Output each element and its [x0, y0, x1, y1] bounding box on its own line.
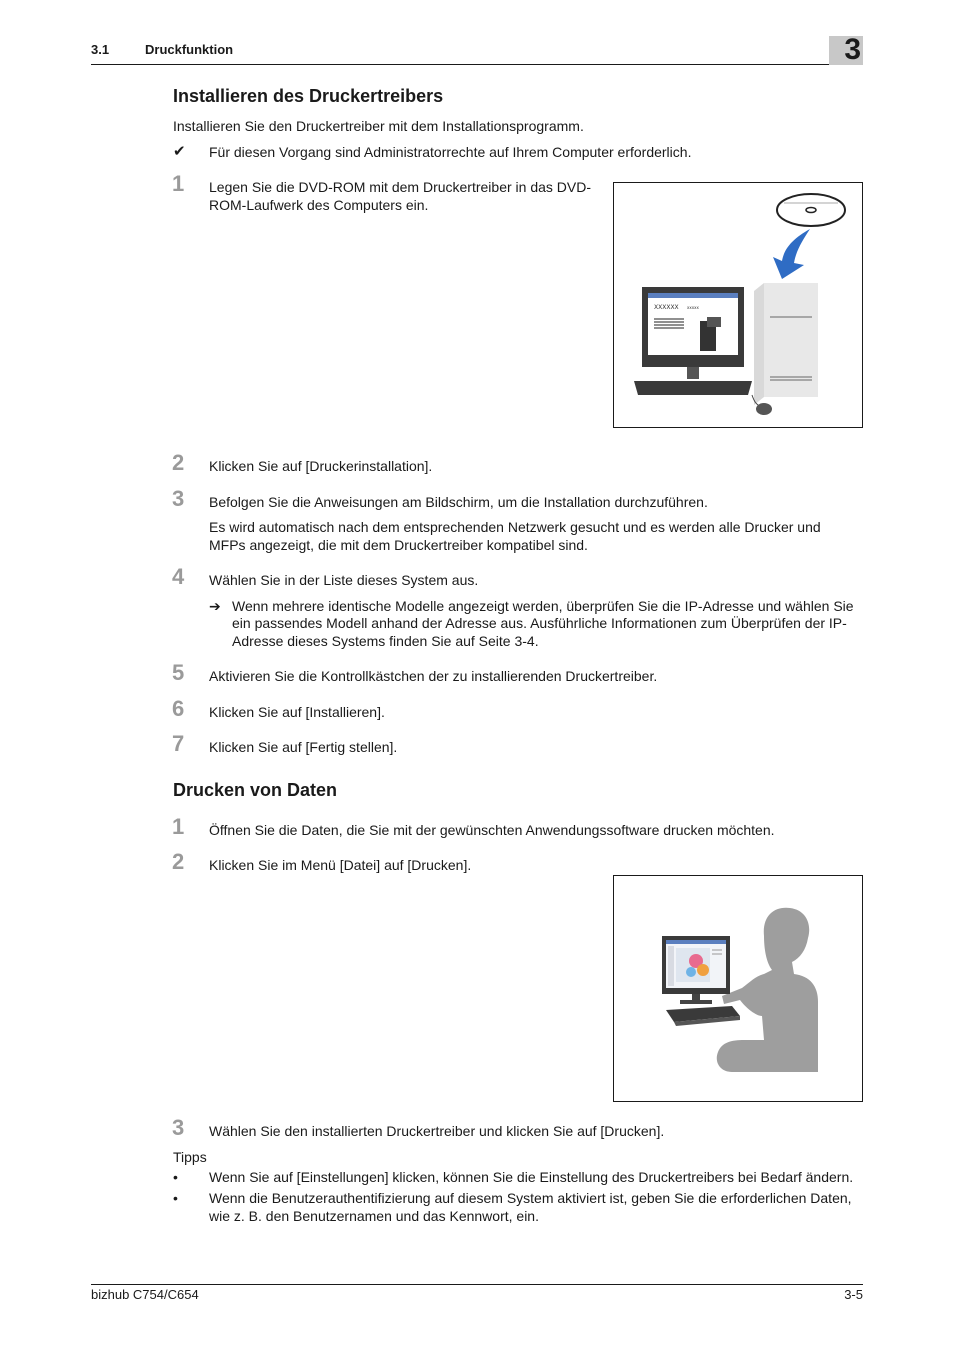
- tip-text: wie z. B. den Benutzernamen und das Kennwort, ein.: [209, 1208, 539, 1224]
- screen-text: xxxxx: [687, 305, 699, 310]
- note-text: Wenn mehrere identische Modelle angezeigt werden, überprüfen Sie die IP-Adresse und wählen Sie: [232, 598, 854, 614]
- heading-print-data: Drucken von Daten: [173, 780, 338, 800]
- step-text: Wählen Sie in der Liste dieses System aus.: [209, 572, 479, 588]
- footer-product: bizhub C754/C654: [91, 1287, 199, 1302]
- bullet-icon: •: [173, 1169, 178, 1185]
- step-number: 2: [172, 849, 185, 874]
- footer-page-number: 3-5: [844, 1287, 863, 1302]
- keyboard-icon: [666, 1006, 740, 1026]
- step-text: Klicken Sie auf [Druckerinstallation].: [209, 458, 433, 474]
- step-number: 4: [172, 564, 185, 589]
- step-number: 1: [172, 171, 185, 196]
- step-number: 3: [172, 486, 185, 511]
- step-text: Wählen Sie den installierten Druckertreiber und klicken Sie auf [Drucken].: [209, 1123, 665, 1139]
- tips-label: Tipps: [173, 1149, 207, 1165]
- header-rule: [91, 64, 863, 65]
- dvd-disc-icon: [777, 194, 845, 226]
- monitor-icon: [634, 287, 752, 395]
- tip-text: Wenn Sie auf [Einstellungen] klicken, können Sie die Einstellung des Druckertreibers bei Bedarf ändern.: [209, 1169, 854, 1185]
- screen-text: XXXXXX: [654, 304, 679, 311]
- user-at-computer-illustration: [614, 876, 862, 1101]
- step-text: Klicken Sie im Menü [Datei] auf [Drucken].: [209, 857, 472, 873]
- step-text: Klicken Sie auf [Installieren].: [209, 704, 385, 720]
- note-text: ein passendes Modell anhand der Adresse aus. Ausführliche Informationen zum Überprüfen der IP-: [232, 615, 847, 631]
- person-silhouette-icon: [717, 908, 818, 1072]
- step-text: ROM-Laufwerk des Computers ein.: [209, 197, 429, 213]
- step-subtext: Es wird automatisch nach dem entsprechenden Netzwerk gesucht und es werden alle Drucker und: [209, 519, 821, 535]
- step-number: 1: [172, 814, 185, 839]
- section-number: 3.1: [91, 42, 110, 57]
- step-number: 7: [172, 731, 185, 756]
- chapter-number: 3: [844, 33, 861, 66]
- computer-dvd-illustration: [614, 183, 862, 427]
- step-text: Legen Sie die DVD-ROM mit dem Druckertreiber in das DVD-: [209, 179, 592, 195]
- pc-tower-icon: [754, 283, 818, 405]
- step-number: 5: [172, 660, 185, 685]
- check-icon: ✔: [173, 143, 186, 160]
- tip-text: Wenn die Benutzerauthentifizierung auf diesem System aktiviert ist, geben Sie die erforderlichen Daten,: [209, 1190, 852, 1206]
- heading-install-driver: Installieren des Druckertreibers: [173, 86, 444, 106]
- step-subtext: MFPs angezeigt, die mit dem Druckertreiber kompatibel sind.: [209, 537, 588, 553]
- step-number: 3: [172, 1115, 185, 1140]
- step-text: Öffnen Sie die Daten, die Sie mit der gewünschten Anwendungssoftware drucken möchten.: [209, 822, 775, 838]
- figure-user-printing: [613, 875, 863, 1102]
- insert-arrow-icon: [773, 229, 810, 279]
- monitor-icon: [662, 936, 730, 1004]
- footer-rule: [91, 1284, 863, 1285]
- figure-dvd-install: [613, 182, 863, 428]
- step-text: Klicken Sie auf [Fertig stellen].: [209, 739, 398, 755]
- step-number: 2: [172, 450, 185, 475]
- step-number: 6: [172, 696, 185, 721]
- intro-text: Installieren Sie den Druckertreiber mit dem Installationsprogramm.: [173, 118, 584, 134]
- prerequisite-text: Für diesen Vorgang sind Administratorrechte auf Ihrem Computer erforderlich.: [209, 144, 692, 160]
- step-text: Befolgen Sie die Anweisungen am Bildschirm, um die Installation durchzuführen.: [209, 494, 708, 510]
- section-title: Druckfunktion: [145, 42, 234, 57]
- bullet-icon: •: [173, 1190, 178, 1206]
- step-text: Aktivieren Sie die Kontrollkästchen der zu installierenden Druckertreiber.: [209, 668, 658, 684]
- arrow-icon: ➔: [209, 598, 221, 614]
- note-text: Adresse dieses Systems finden Sie auf Seite 3-4.: [232, 633, 539, 649]
